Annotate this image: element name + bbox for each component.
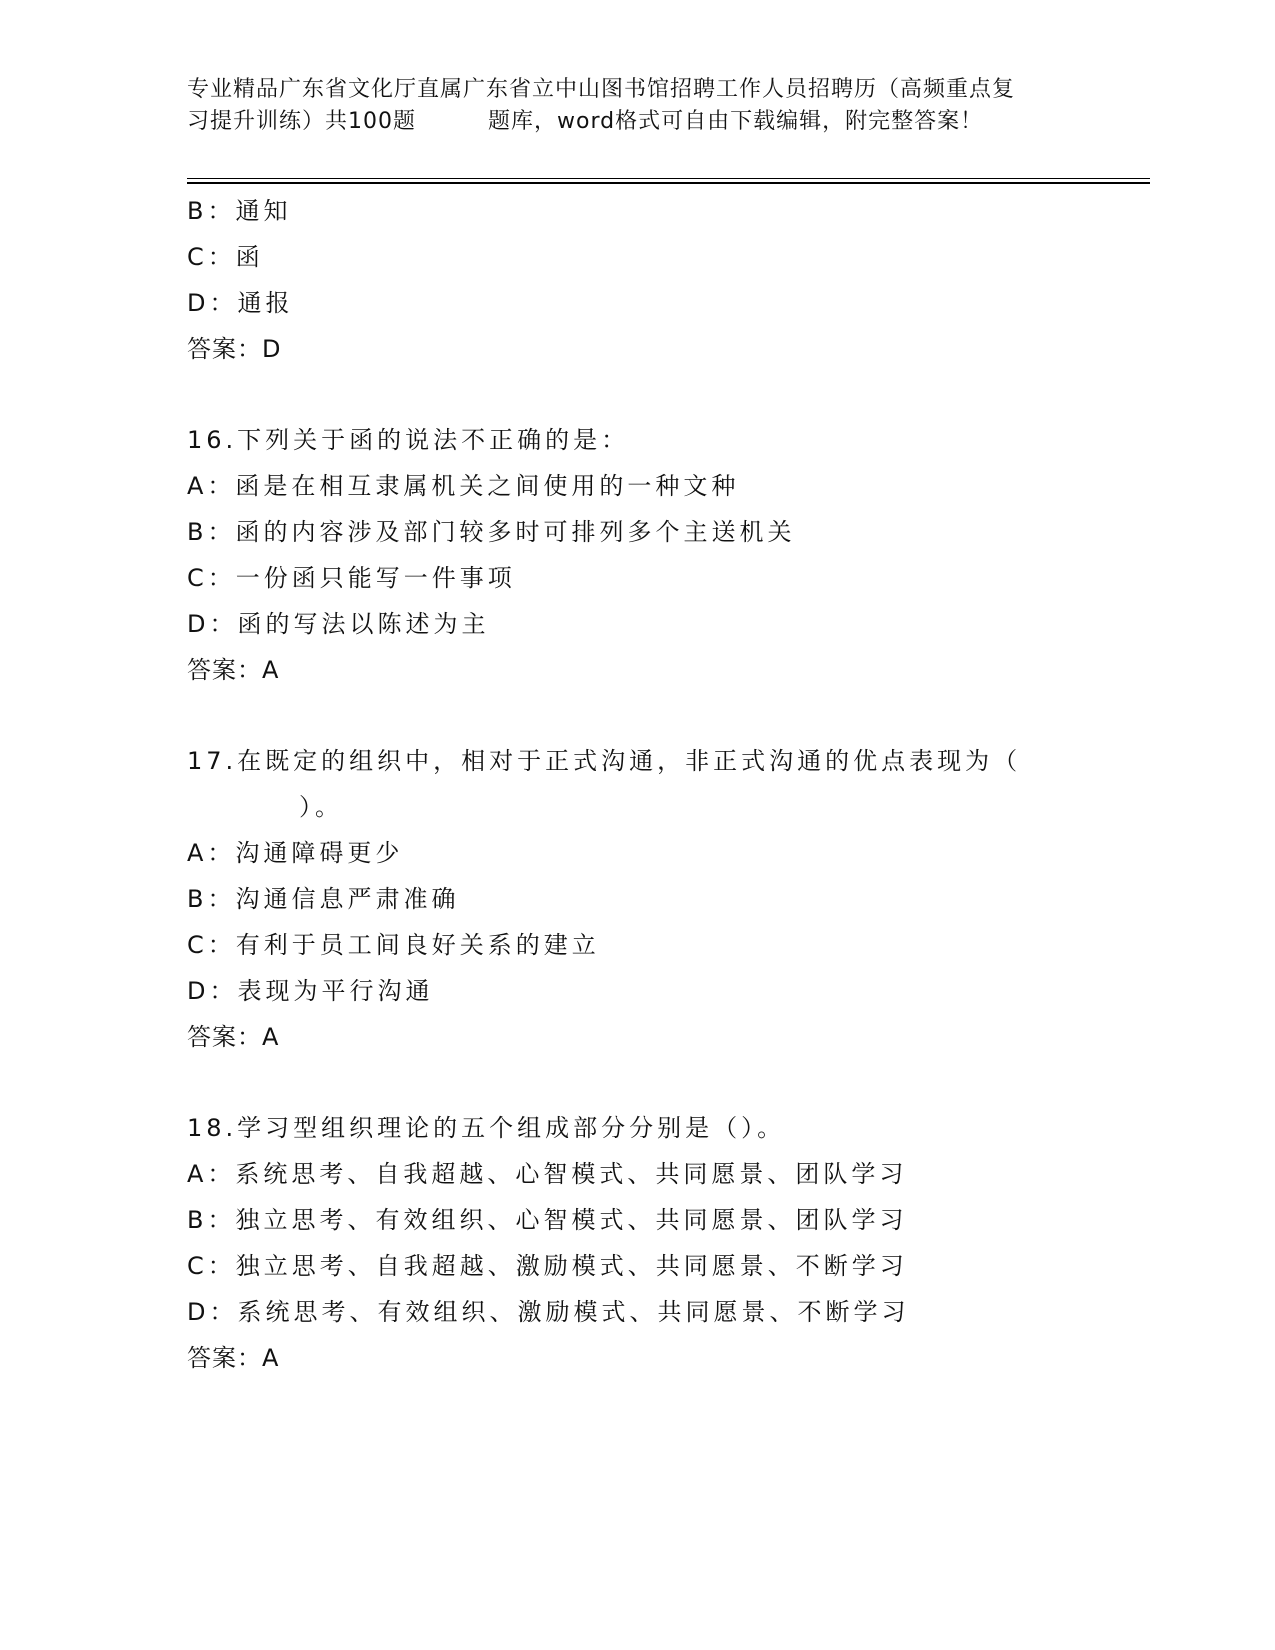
header-divider-thin <box>187 178 1150 179</box>
answer-label: 答案：A <box>187 1023 280 1051</box>
header-divider-thick <box>187 182 1150 184</box>
answer-label: 答案：A <box>187 656 280 684</box>
header-title-line2-right: 题库，word格式可自由下载编辑，附完整答案！ <box>488 109 984 134</box>
question-block-15 <box>187 188 1137 372</box>
option-a: A：沟通障碍更少 <box>187 839 404 867</box>
header-title-line2-left: 习提升训练）共100题 <box>187 109 416 134</box>
header-title-line2 <box>187 106 1087 138</box>
page-header <box>187 74 1087 138</box>
option-b: B：函的内容涉及部门较多时可排列多个主送机关 <box>187 518 796 546</box>
option-c: C：函 <box>187 243 264 271</box>
option-a: A：系统思考、自我超越、心智模式、共同愿景、团队学习 <box>187 1160 908 1188</box>
question-stem: 18.学习型组织理论的五个组成部分分别是（）。 <box>187 1114 786 1142</box>
question-stem: 17.在既定的组织中，相对于正式沟通，非正式沟通的优点表现为（ <box>187 747 1022 775</box>
option-d: D：通报 <box>187 289 294 317</box>
header-title-line1: 专业精品广东省文化厅直属广东省立中山图书馆招聘工作人员招聘历（高频重点复 <box>187 77 1016 102</box>
option-c: C：一份函只能写一件事项 <box>187 564 516 592</box>
question-stem-continuation: ）。 <box>299 793 343 821</box>
answer-label: 答案：A <box>187 1344 280 1372</box>
option-a: A：函是在相互隶属机关之间使用的一种文种 <box>187 472 740 500</box>
option-c: C：有利于员工间良好关系的建立 <box>187 931 600 959</box>
option-b: B：沟通信息严肃准确 <box>187 885 460 913</box>
option-c: C：独立思考、自我超越、激励模式、共同愿景、不断学习 <box>187 1252 908 1280</box>
option-d: D：表现为平行沟通 <box>187 977 434 1005</box>
question-block-18 <box>187 1105 1137 1381</box>
question-stem: 16.下列关于函的说法不正确的是： <box>187 426 630 454</box>
option-b: B：独立思考、有效组织、心智模式、共同愿景、团队学习 <box>187 1206 908 1234</box>
question-block-16 <box>187 417 1137 693</box>
option-d: D：系统思考、有效组织、激励模式、共同愿景、不断学习 <box>187 1298 910 1326</box>
answer-label: 答案：D <box>187 335 282 363</box>
question-list <box>187 188 1137 1381</box>
option-b: B：通知 <box>187 197 292 225</box>
question-block-17 <box>187 738 1137 1060</box>
option-d: D：函的写法以陈述为主 <box>187 610 490 638</box>
